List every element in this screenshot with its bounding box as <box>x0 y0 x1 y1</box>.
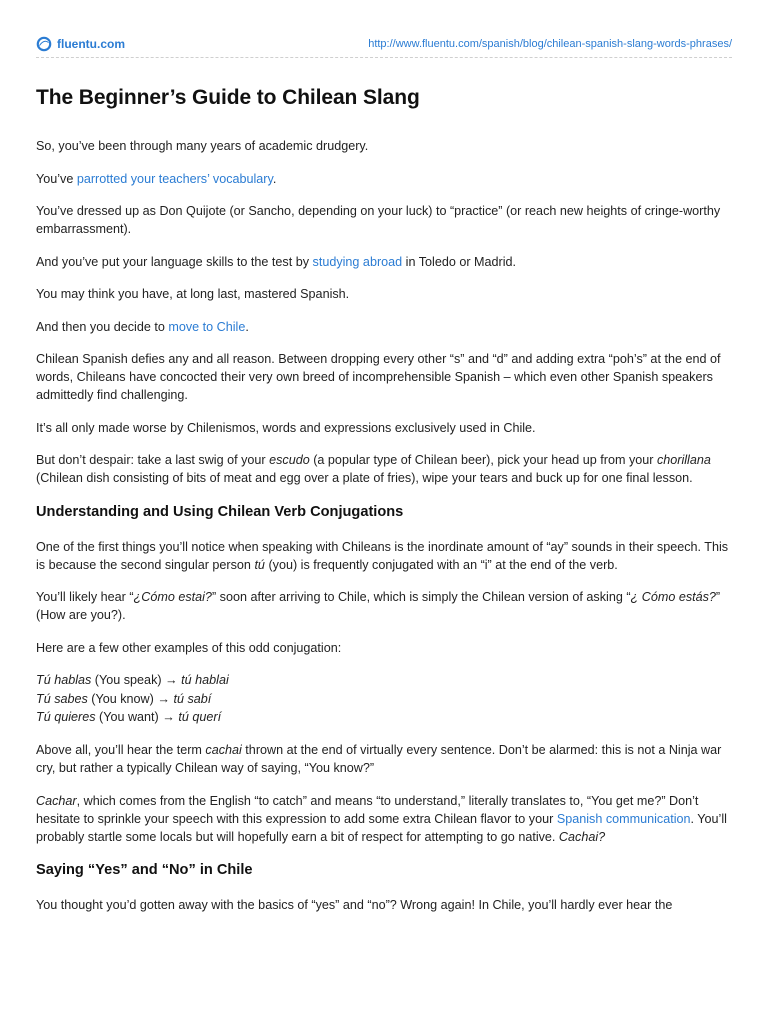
paragraph: Above all, you’ll hear the term cachai thrown at the end of virtually every sentence. Don’t be alarmed: this is not a Ninja war cry, but rather a typically Chilean way of saying, “You know?” <box>36 743 722 775</box>
paragraph: Chilean Spanish defies any and all reason. Between dropping every other “s” and “d” and adding extra “poh’s” at the end of words, Chileans have concocted their very own breed of incomprehensible Spanish – which even other Spanish speakers admittedly find challenging. <box>36 352 721 402</box>
example-line: Tú quieres (You want) → tú querí <box>36 710 222 724</box>
paragraph: Here are a few other examples of this odd conjugation: <box>36 640 342 655</box>
spanish-communication-link[interactable]: Spanish communication <box>556 811 691 826</box>
paragraph: One of the first things you’ll notice when speaking with Chileans is the inordinate amount of “ay” sounds in their speech. This is because the second singular person tú (you) is frequently conjugated with an “i” at the end of the verb. <box>36 539 729 572</box>
paragraph: You’ve dressed up as Don Quijote (or Sancho, depending on your luck) to “practice” (or reach new heights of cringe-worthy embarrassment). <box>36 204 721 236</box>
paragraph: You may think you have, at long last, mastered Spanish. <box>36 287 350 301</box>
conjugation-examples <box>36 671 732 727</box>
paragraph: Cachar, which comes from the English “to catch” and means “to understand,” literally translates to, “You get me?” Don’t hesitate to sprinkle your speech with this expression to add some extra Chilean flavor to your Spanish communication. You’ll probably startle some locals but will hopefully earn a bit of respect for attempting to go native. Cachai? <box>36 793 727 844</box>
header-divider <box>36 57 732 58</box>
paragraph: You’ll likely hear “¿Cómo estai?” soon after arriving to Chile, which is simply the Chilean version of asking “¿ Cómo estás?” (How are you?). <box>36 590 721 622</box>
brand-name: fluentu.com <box>57 37 125 51</box>
page-header <box>36 34 732 54</box>
vocabulary-link[interactable]: parrotted your teachers’ vocabulary <box>76 171 273 186</box>
paragraph: But don’t despair: take a last swig of your escudo (a popular type of Chilean beer), pick your head up from your chorillana (Chilean dish consisting of bits of meat and egg over a plate of fries), wipe your tears and buck up for one final lesson. <box>36 453 711 485</box>
example-line: Tú sabes (You know) → tú sabí <box>36 691 212 706</box>
studying-abroad-link[interactable]: studying abroad <box>312 254 403 269</box>
paragraph: It’s all only made worse by Chilenismos, words and expressions exclusively used in Chile. <box>36 420 536 435</box>
paragraph: And then you decide to move to Chile. <box>36 319 249 334</box>
paragraph: And you’ve put your language skills to the test by studying abroad in Toledo or Madrid. <box>36 254 517 269</box>
article-title: The Beginner’s Guide to Chilean Slang <box>36 86 420 109</box>
fluentu-logo-icon <box>36 36 52 52</box>
example-line: Tú hablas (You speak) → tú hablai <box>36 673 229 687</box>
page-url-link[interactable]: http://www.fluentu.com/spanish/blog/chilean-spanish-slang-words-phrases/ <box>368 38 732 50</box>
section-heading: Understanding and Using Chilean Verb Conjugations <box>36 503 404 520</box>
article-body <box>36 137 732 929</box>
paragraph: You’ve parrotted your teachers’ vocabulary. <box>36 171 277 186</box>
paragraph: So, you’ve been through many years of academic drudgery. <box>36 139 369 153</box>
section-heading: Saying “Yes” and “No” in Chile <box>36 862 253 878</box>
paragraph: You thought you’d gotten away with the basics of “yes” and “no”? Wrong again! In Chile, you’ll hardly ever hear the <box>36 898 673 912</box>
move-to-chile-link[interactable]: move to Chile <box>168 319 246 334</box>
brand-link[interactable] <box>36 36 125 52</box>
